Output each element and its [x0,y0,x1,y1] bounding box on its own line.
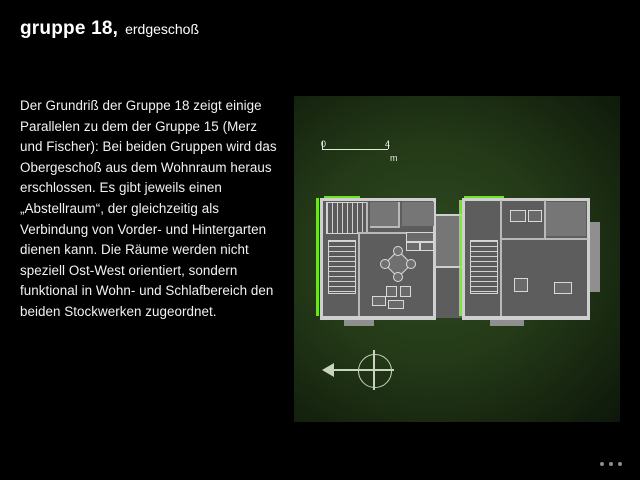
pagination-dot[interactable] [609,462,613,466]
page-title: gruppe 18, [20,18,119,39]
body-paragraph: Der Grundriß der Gruppe 18 zeigt einige Parallelen zu dem der Gruppe 15 (Merz und Fischer): Bei beiden Gruppen wird das Obergeschoß aus dem Wohnraum heraus erschlossen. Es gibt jeweils einen „Abstellraum“, der gleichzeitig als Verbindung von Vorder- und Hintergarten dienen kann. Die Räume werden nicht speziell Ost-West orientiert, sondern funktional in Wohn- und Schlafbereich den beiden Stockwerken zugeordnet. [20,98,281,319]
scale-end-label: 4 [385,139,391,149]
scale-start-label: 0 [321,139,327,149]
pagination-dot[interactable] [618,462,622,466]
scale-unit-label: m [390,153,398,163]
floor-plan-drawing [314,182,600,332]
scale-bar [321,139,400,163]
page-header [20,18,199,40]
north-arrow-icon [322,346,404,394]
floor-plan-image [294,96,620,422]
pagination-dots[interactable] [600,462,622,466]
pagination-dot[interactable] [600,462,604,466]
scale-ticks [322,141,400,153]
page-subtitle: erdgeschoß [125,21,200,37]
